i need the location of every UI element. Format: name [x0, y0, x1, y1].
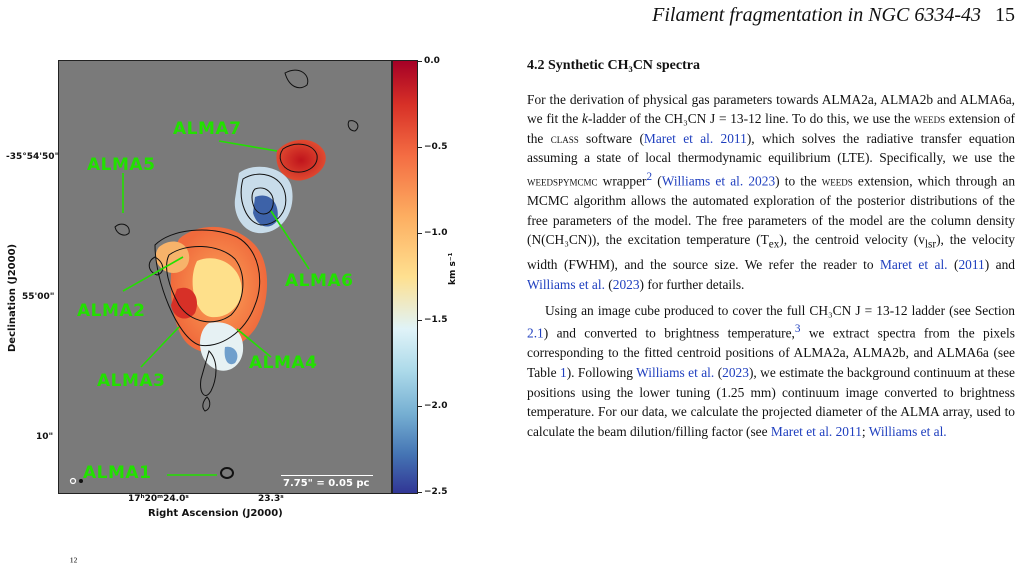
ref-maret-year[interactable]: 2011: [958, 257, 985, 273]
cb-label-1: −0.5: [424, 142, 448, 152]
pointer-alma3: [141, 327, 179, 367]
cb-label-5: −2.5: [424, 487, 448, 497]
cb-label-0: 0.0: [424, 56, 440, 66]
cb-tick-0: [417, 61, 422, 62]
x-axis-label: Right Ascension (J2000): [148, 508, 283, 519]
cb-label-3: −1.5: [424, 315, 448, 325]
caption-fragment: ¹²: [70, 555, 78, 569]
label-alma4: ALMA4: [249, 353, 318, 373]
y-tick-1: -35°54'50": [6, 152, 60, 162]
running-title: Filament fragmentation in NGC 6334-43: [652, 4, 981, 26]
beam-marker: [71, 479, 76, 484]
ref-maret-2011[interactable]: Maret et al. 2011: [643, 130, 747, 146]
cb-tick-3: [417, 320, 422, 321]
cb-tick-4: [417, 406, 422, 407]
paragraph-1: For the derivation of physical gas parameters towards ALMA2a, ALMA2b and ALMA6a, we fit the k-ladder of the CH₃CN J = 13-12 line. To do this, we use the weeds extension of the class software (Maret et al. 2011), which solves the radiative transfer equation assuming a state of local thermodynamic equilibrium (LTE). Specifically, we use the weedspymcmc wrapper$^2$ (Williams et al. 2023) to the weeds extension, which through an MCMC algorithm allows the automated exploration of the posterior distributions of the free parameters of the model. The free parameters of the model are the column density (N(CH₃CN)), the excitation temperature $(T_{ex})$, the centroid velocity $(v_{lsr})$, the velocity width (FWHM), and the source size. We refer the reader to Maret et al. (2011) and Williams et al. (2023) for further details.: [527, 91, 1016, 293]
figure-velocity-map: [0, 0, 500, 569]
ref-williams-year-2[interactable]: 2023: [722, 364, 749, 380]
scale-bar: [281, 475, 373, 476]
class-name: class: [550, 130, 579, 146]
label-alma1: ALMA1: [83, 463, 152, 483]
text-column: [527, 56, 1015, 441]
footnote-3-link[interactable]: 3: [794, 323, 801, 336]
ref-williams-author-2[interactable]: Williams et al.: [636, 364, 715, 380]
ref-maret-2011-b[interactable]: Maret et al. 2011: [770, 423, 862, 439]
paragraph-2: Using an image cube produced to cover the full CH₃CN J = 13-12 ladder (see Section 2.1) and converted to brightness temperature,$^3$ we extract spectra from the pixels corresponding to the fitted centroid positions of ALMA2a, ALMA2b, and ALMA6a (see Table 1). Following Williams et al. (2023), we estimate the background continuum at these positions using the lower tuning (1.25 mm) continuum image converted to brightness temperature. For our data, we calculate the projected diameter of the ALMA array, used to calculate the beam dilution/filling factor (see Maret et al. 2011; Williams et al.: [527, 302, 1015, 439]
table-1-link[interactable]: 1: [559, 364, 567, 380]
y-tick-2: 55'00": [22, 292, 55, 302]
pointer-alma7: [219, 141, 277, 151]
x-tick-2: 23.3ˢ: [258, 494, 284, 504]
label-alma2: ALMA2: [77, 301, 146, 321]
label-alma7: ALMA7: [173, 119, 242, 139]
cb-label-2: −1.0: [424, 228, 448, 238]
ref-williams-year[interactable]: 2023: [612, 277, 640, 293]
weeds-name: weeds: [914, 111, 946, 127]
section-2-1-link[interactable]: 2.1: [527, 325, 544, 341]
emission-alma2: [156, 241, 190, 273]
label-alma3: ALMA3: [97, 371, 166, 391]
x-tick-1: 17ʰ20ᵐ24.0ˢ: [128, 494, 189, 504]
running-header: [560, 4, 1015, 27]
ref-williams-et-al[interactable]: Williams et al.: [868, 423, 947, 439]
ref-maret-author[interactable]: Maret et al.: [879, 257, 948, 273]
scale-bar-label: 7.75" = 0.05 pc: [283, 478, 370, 489]
label-alma6: ALMA6: [285, 271, 354, 291]
section-heading: 4.2 Synthetic CH₃CN spectra: [527, 58, 700, 73]
cb-tick-1: [417, 147, 422, 148]
emission-alma7: [276, 140, 325, 181]
colorbar: [392, 60, 418, 494]
label-alma5: ALMA5: [87, 155, 156, 175]
cb-tick-2: [417, 233, 422, 234]
ref-williams-author[interactable]: Williams et al.: [527, 277, 605, 293]
cb-label-4: −2.0: [424, 401, 448, 411]
ref-williams-2023[interactable]: Williams et al. 2023: [661, 173, 776, 189]
colorbar-title: km s⁻¹: [448, 252, 458, 285]
pointer-alma6: [271, 211, 309, 269]
y-axis-label: Declination (J2000): [7, 243, 18, 352]
alma1-contour: [221, 468, 233, 478]
footnote-2-link[interactable]: 2: [646, 170, 653, 183]
page-number: 15: [995, 4, 1015, 26]
y-tick-3: 10": [36, 432, 54, 442]
velocity-map-panel: [58, 60, 392, 494]
cb-tick-5: [417, 492, 422, 493]
weedspymcmc-name: weedspymcmc: [527, 173, 598, 189]
